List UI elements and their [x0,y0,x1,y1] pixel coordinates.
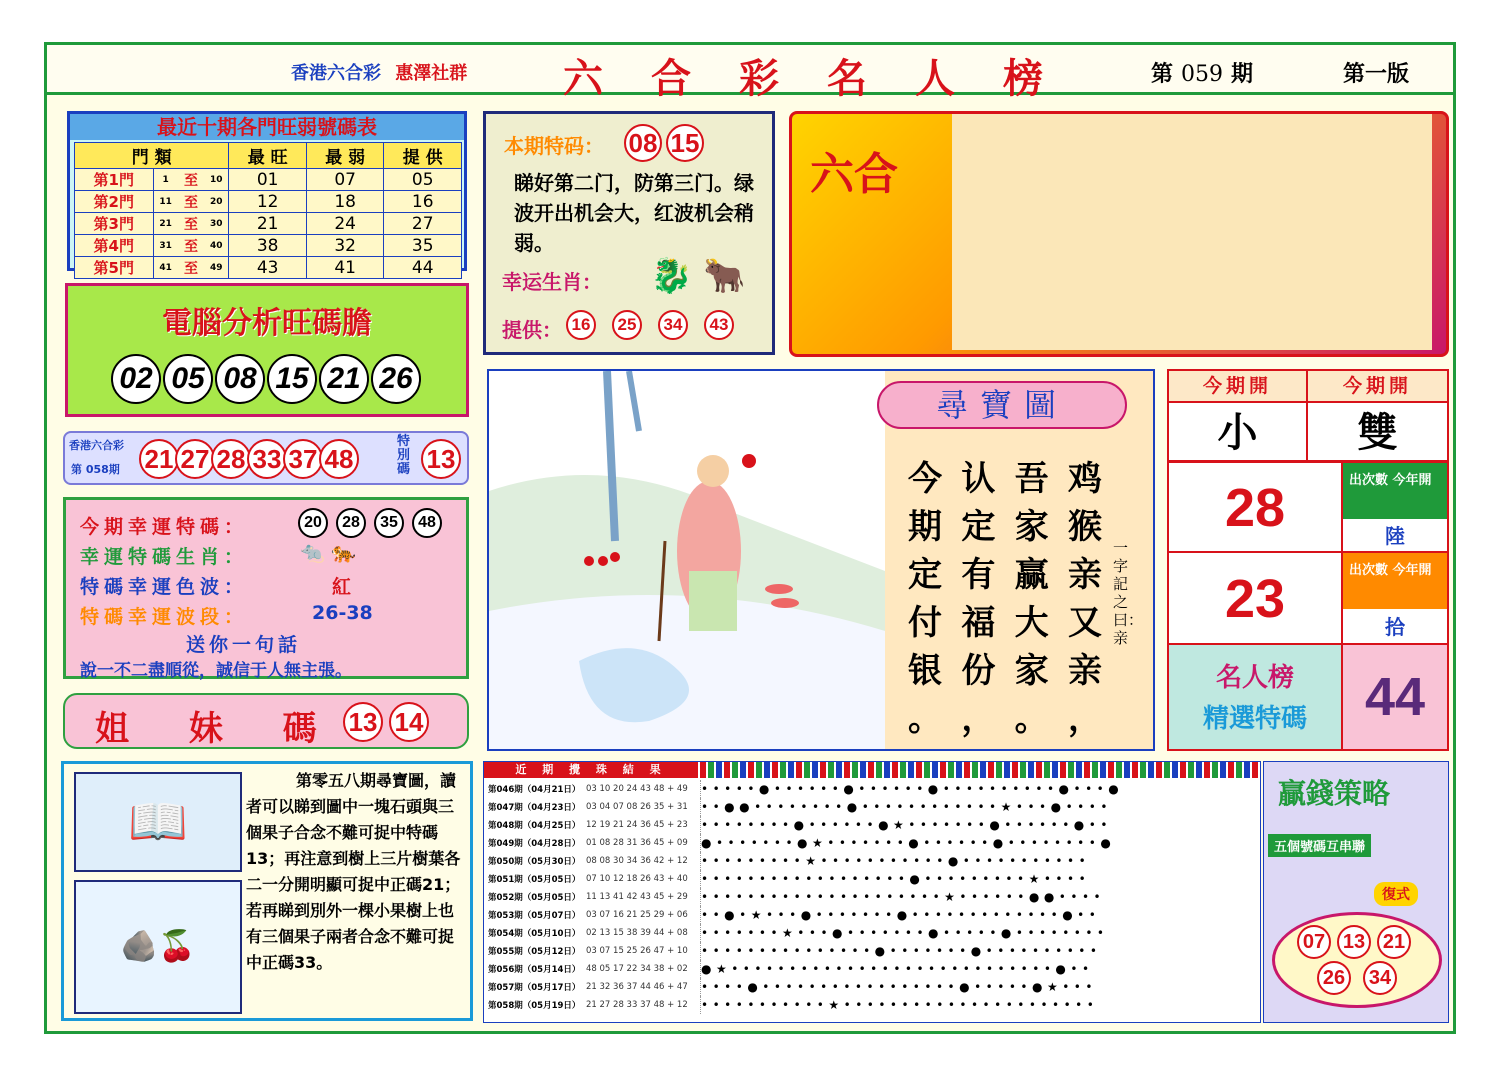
results-title: 近 期 攪 珠 結 果 [484,762,698,778]
result-period: 第054期（05月10日） [488,929,581,939]
times-value-2: 拾 [1343,609,1447,645]
dot-row: •••••••★•••●•••••••●•••••●•••••••• [700,924,1260,942]
table-cell: 43 [229,257,307,279]
result-period: 第052期（05月05日） [488,893,581,903]
result-row [484,942,698,960]
poem-punct: ， [961,699,996,739]
result-numbers: 02 13 15 38 39 44 + 08 [586,928,688,938]
poem-char: 定 [961,507,996,547]
book-illustration: 📖 [74,772,242,872]
result-row [484,852,698,870]
banner-blank [952,114,1432,350]
result-row [484,924,698,942]
result-row [484,798,698,816]
special-text: 睇好第二门，防第三门。绿波开出机会大，红波机会稍弱。 [514,171,754,255]
last-ball: 28 [211,439,251,479]
last-ball: 21 [139,439,179,479]
table-header: 最 弱 [306,143,384,169]
side-note: 一字記之曰：亲 [1113,539,1144,647]
result-numbers: 48 05 17 22 34 38 + 02 [586,964,688,974]
table-cell: 10 [204,169,229,191]
poem-column [1065,455,1105,739]
computer-ball: 26 [371,354,421,404]
poem-char: 银 [908,651,942,691]
poem-char: 又 [1067,603,1102,643]
poem-char: 今 [908,459,942,499]
table-cell: 27 [384,213,462,235]
strategy-title: 贏錢策略 [1278,777,1391,810]
lucky-ball: 35 [374,508,404,538]
table-cell: 41 [306,257,384,279]
story-panel [61,761,473,1021]
table-row [75,191,462,213]
result-numbers: 12 19 21 24 36 45 + 23 [586,820,688,830]
give-ball: 43 [704,310,734,340]
computer-ball: 15 [267,354,317,404]
table-cell: 第5門 [75,257,154,279]
give-ball: 25 [612,310,642,340]
table-cell: 24 [306,213,384,235]
banner-art [789,111,1449,357]
fame-title: 名人榜 [1215,663,1294,693]
fame-box [1169,645,1343,749]
sister-label: 姐 妹 碼 [95,709,341,749]
result-row [484,780,698,798]
dot-row: •••••••••★•••••••••••●••••••••••• [700,852,1260,870]
result-row [484,888,698,906]
give-ball: 34 [658,310,688,340]
result-numbers: 21 27 28 33 37 48 + 12 [586,1000,688,1010]
computer-ball: 02 [111,354,161,404]
result-row [484,960,698,978]
result-period: 第057期（05月17日） [488,983,581,993]
dot-row: ●•••••••●★•••••••●••••••●••••••••● [700,834,1260,852]
table-row [75,235,462,257]
lucky-line4: 特碼幸運波段： [80,606,249,628]
special-ball: 15 [666,124,704,162]
result-numbers: 03 10 20 24 43 48 + 49 [586,784,688,794]
last-special-ball: 13 [421,439,461,479]
computer-ball: 21 [319,354,369,404]
table-cell: 至 [178,191,205,213]
poem-char: 期 [908,507,942,547]
table-cell: 20 [204,191,229,213]
dot-row: ●★••••••••••••••••••••••••••••●•• [700,960,1260,978]
lucky-zodiac-icons: 🐀 🐅 [300,540,357,564]
last-ball: 27 [175,439,215,479]
lucky-ball: 48 [412,508,442,538]
lucky-ball: 20 [298,508,328,538]
strategy-sub: 五個號碼互串聯 [1268,834,1371,857]
table-cell: 35 [384,235,462,257]
times-value-1: 陸 [1343,519,1447,553]
table-header: 最 旺 [229,143,307,169]
result-period: 第053期（05月07日） [488,911,581,921]
strategy-ball: 21 [1377,925,1411,959]
result-period: 第047期（04月23日） [488,803,581,813]
lucky-line1: 今期幸運特碼： [80,516,249,538]
special-label: 特別碼 [397,434,411,477]
lucky-color: 紅 [332,576,352,598]
banner-logo: 六合 [810,149,898,200]
table-cell: 31 [153,235,178,257]
poem-char: 认 [961,459,996,499]
dot-row: •••••••••••★•••••••••••••••••••••• [700,996,1260,1014]
table-cell: 32 [306,235,384,257]
poem-column [1012,455,1052,739]
table-row [75,213,462,235]
open-v1: 小 [1169,403,1308,463]
open-n1: 28 [1169,463,1343,553]
poem-char: 份 [961,651,996,691]
poster-frame [44,42,1456,1034]
page-title: 六合彩名人榜 [563,55,1091,102]
last-brand: 香港六合彩 [69,439,124,452]
times-label-2: 出次數 今年開 [1343,553,1447,609]
special-ball: 08 [624,124,662,162]
table-cell: 01 [229,169,307,191]
result-row [484,816,698,834]
table-cell: 40 [204,235,229,257]
zodiac-icons: 🐉 🐂 [650,256,746,296]
table-cell: 第3門 [75,213,154,235]
lucky-range: 26-38 [312,602,373,624]
poem-char: 鸡 [1067,459,1102,499]
computer-ball: 05 [163,354,213,404]
result-numbers: 03 04 07 08 26 35 + 31 [586,802,688,812]
table-cell: 07 [306,169,384,191]
poem-char: 亲 [1067,555,1102,595]
strategy-ball: 07 [1297,925,1331,959]
table-cell: 12 [229,191,307,213]
strategy-ball: 13 [1337,925,1371,959]
strategy-ball: 34 [1363,961,1397,995]
result-numbers: 08 08 30 34 36 42 + 12 [586,856,688,866]
lucky-line2: 幸運特碼生肖： [80,546,249,568]
dot-row: •••••●••••••●••••••●••••••••••●•••● [700,780,1260,798]
dot-row: ••••••••●••••••●★•••••••●••••••●•• [700,816,1260,834]
treasure-panel [885,371,1153,749]
give-label: 提供： [502,318,562,342]
table-cell: 38 [229,235,307,257]
last-issue: 第 058期 [71,463,120,476]
table-cell: 18 [306,191,384,213]
last-ball: 37 [283,439,323,479]
table-cell: 1 [153,169,178,191]
result-period: 第046期（04月21日） [488,785,581,795]
table-header: 提 供 [384,143,462,169]
poem-column [905,455,945,739]
recent-ten-title: 最近十期各門旺弱號碼表 [70,114,464,140]
gift-saying: 說一不二盡順從，誠信于人無主張。 [80,661,352,681]
treasure-map [487,369,1155,751]
dot-row: •••••••••••••••••••••★••••••●●•••• [700,888,1260,906]
give-ball: 16 [566,310,596,340]
open-n2: 23 [1169,553,1343,645]
result-numbers: 03 07 15 25 26 47 + 10 [586,946,688,956]
table-row [75,169,462,191]
table-cell: 至 [178,169,205,191]
dot-row: ••••••••••••••••••●•••••••••★•••• [700,870,1260,888]
lucky-line3: 特碼幸運色波： [80,576,249,598]
fame-number: 44 [1343,645,1447,749]
poem-char: 吾 [1014,459,1049,499]
result-numbers: 07 10 12 18 26 43 + 40 [586,874,688,884]
sister-ball: 14 [389,702,429,742]
table-cell: 11 [153,191,178,213]
times-label-1: 出次數 今年開 [1343,463,1447,519]
scenery-illustration [489,371,885,749]
last-result [63,431,469,485]
result-row [484,834,698,852]
poem-char: 定 [908,555,942,595]
story-text: 第零五八期尋寶圖，讀者可以睇到圖中一塊石頭與三個果子合念不難可捉中特碼13；再注意到樹上三片樹葉各二一分開明顯可捉中正碼21；若再睇到別外一棵小果樹上也有三個果子兩者合念不難可捉中正碼33。 [246,771,461,972]
table-cell: 21 [153,213,178,235]
poem-punct: ， [1067,699,1102,739]
result-row [484,978,698,996]
result-period: 第049期（04月28日） [488,839,581,849]
gift-title: 送你一句話 [186,634,302,656]
poem-char: 猴 [1067,507,1102,547]
strategy-panel [1263,761,1449,1023]
open-h1: 今期開 [1169,371,1308,403]
stones-illustration: 🪨🍒 [74,880,242,1014]
result-numbers: 01 08 28 31 36 45 + 09 [586,838,688,848]
strategy-ball: 26 [1317,961,1351,995]
treasure-title: 尋寶圖 [877,381,1127,429]
computer-title: 電腦分析旺碼膽 [162,306,372,341]
table-cell: 第2門 [75,191,154,213]
poem-punct: 。 [1014,699,1049,739]
header-brand [291,59,475,85]
table-cell: 44 [384,257,462,279]
table-row [75,257,462,279]
dot-row: ••●•★•••●•••••••●•••••••••••••●•• [700,906,1260,924]
result-period: 第051期（05月05日） [488,875,581,885]
dot-row: ••●●••••••••●••••••••••••★•••●•••• [700,798,1260,816]
special-code-panel [483,111,775,355]
brand-hk: 香港六合彩 [291,63,381,84]
fame-sub: 精選特碼 [1202,704,1307,734]
color-ball-strip [700,762,1260,778]
lucky-panel [63,497,469,679]
table-header: 門 類 [75,143,229,169]
result-period: 第050期（05月30日） [488,857,581,867]
table-cell: 21 [229,213,307,235]
poem-char: 福 [961,603,996,643]
result-row [484,870,698,888]
result-period: 第055期（05月12日） [488,947,581,957]
table-cell: 第1門 [75,169,154,191]
table-cell: 49 [204,257,229,279]
sister-ball: 13 [343,702,383,742]
result-period: 第048期（04月25日） [488,821,581,831]
poem-char: 赢 [1014,555,1049,595]
dot-row: ••••●•••••••••••••••••●•••••●★••• [700,978,1260,996]
poem-char: 大 [1014,603,1049,643]
computer-ball: 08 [215,354,265,404]
table-cell: 05 [384,169,462,191]
poem-punct: 。 [908,699,942,739]
table-cell: 第4門 [75,235,154,257]
result-row [484,906,698,924]
result-period: 第058期（05月19日） [488,1001,581,1011]
sister-numbers [63,693,469,749]
poem-char: 家 [1014,651,1049,691]
dot-row: •••••••••••••••●•••••••●•••••••••• [700,942,1260,960]
table-cell: 至 [178,235,205,257]
result-numbers: 11 13 41 42 43 45 + 29 [586,892,688,902]
zodiac-label: 幸运生肖： [502,270,602,294]
table-cell: 至 [178,213,205,235]
table-cell: 41 [153,257,178,279]
open-panel [1167,369,1449,751]
poem-char: 付 [908,603,942,643]
recent-ten-table [67,111,467,278]
result-row [484,996,698,1014]
table-cell: 30 [204,213,229,235]
lucky-ball: 28 [336,508,366,538]
header [47,45,1453,102]
results-table [483,761,1261,1023]
issue-number: 第 059 期 [1151,62,1254,87]
poem-char: 家 [1014,507,1049,547]
last-ball: 48 [319,439,359,479]
brand-community: 惠澤社群 [395,63,468,84]
special-label: 本期特码： [504,134,604,158]
poem-column [958,455,998,739]
strategy-mode: 復式 [1374,882,1418,906]
poem-char: 亲 [1067,651,1102,691]
last-ball: 33 [247,439,287,479]
table-cell: 至 [178,257,205,279]
table-cell: 16 [384,191,462,213]
edition-label: 第一版 [1343,62,1410,87]
open-v2: 雙 [1308,403,1447,463]
result-numbers: 03 07 16 21 25 29 + 06 [586,910,688,920]
computer-picks [65,283,469,417]
result-period: 第056期（05月14日） [488,965,581,975]
result-numbers: 21 32 36 37 44 46 + 47 [586,982,688,992]
poem-char: 有 [961,555,996,595]
open-h2: 今期開 [1308,371,1447,403]
